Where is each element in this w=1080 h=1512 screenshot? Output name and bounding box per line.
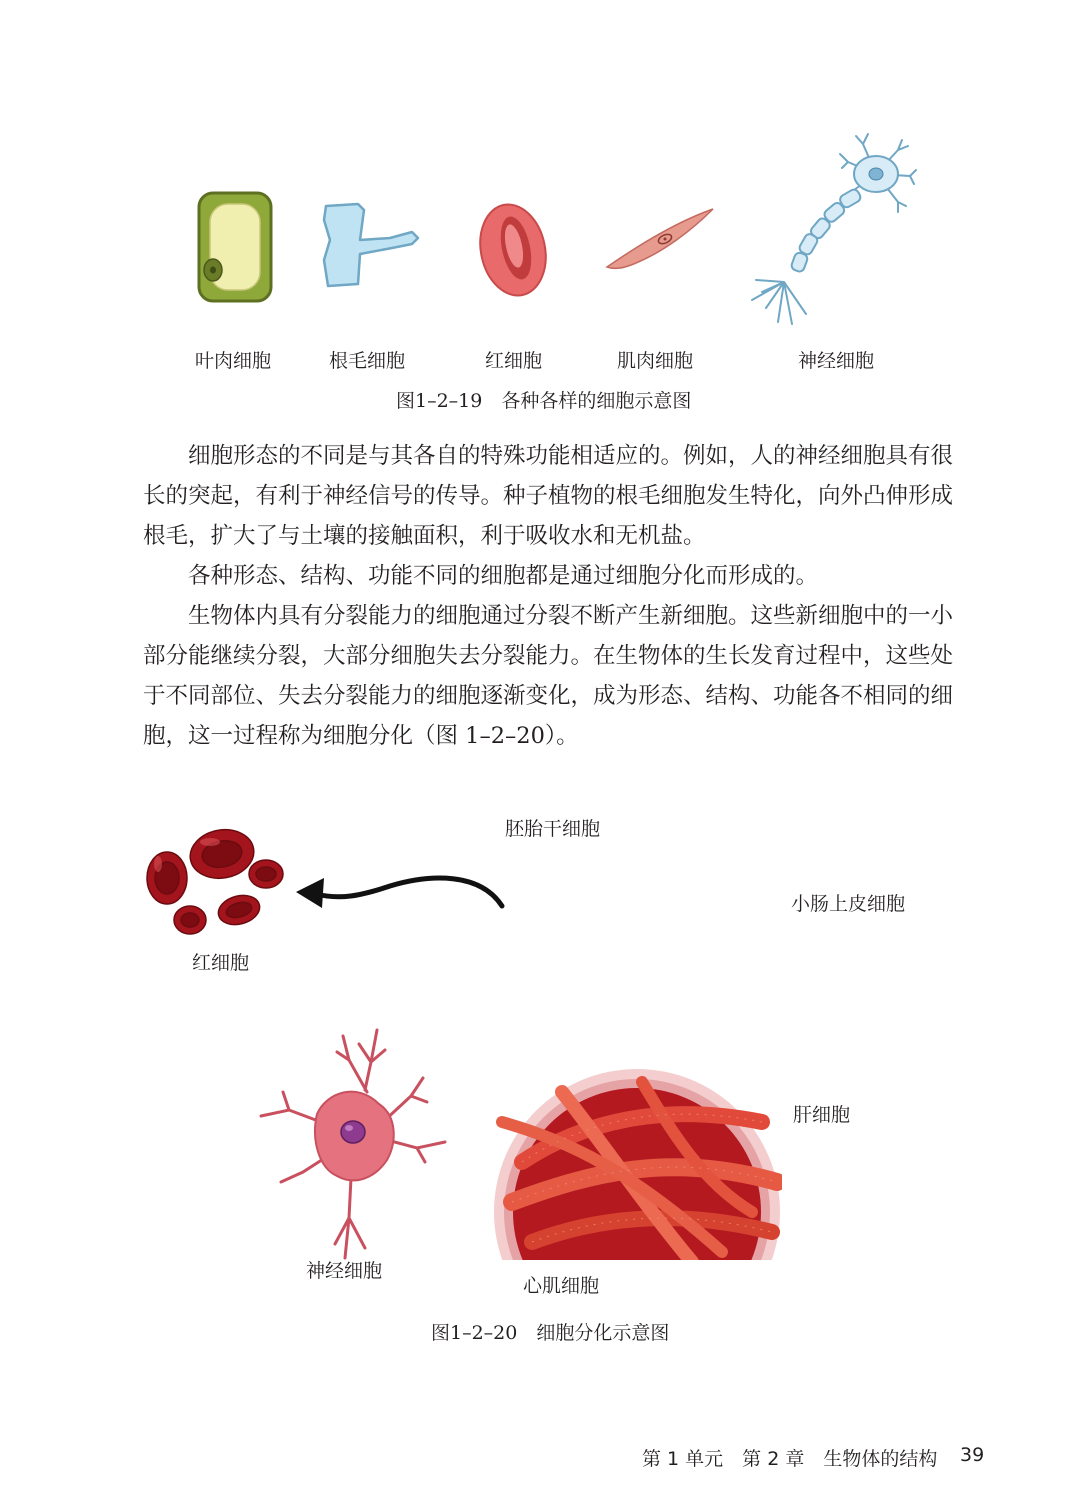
figure-caption: 图1–2–19 各种各样的细胞示意图 [396, 390, 692, 412]
label-liver-cell: 肝细胞 [793, 1104, 851, 1126]
label-red-blood-cell: 红细胞 [485, 350, 543, 372]
arrow-icon [290, 862, 510, 922]
label-mesophyll-cell: 叶肉细胞 [195, 350, 272, 372]
mesophyll-cell-icon [196, 190, 276, 305]
neuron-icon [748, 132, 918, 332]
cardiac-muscle-icon [492, 1062, 782, 1262]
nerve-cell-icon [247, 1022, 457, 1262]
paragraph: 细胞形态的不同是与其各自的特殊功能相适应的。例如，人的神经细胞具有很长的突起，有利于神经信号的传导。种子植物的根毛细胞发生特化，向外凸伸形成根毛，扩大了与土壤的接触面积，利于吸收水和无机盐。 [143, 443, 954, 549]
footer-chapter: 第 1 单元 第 2 章 生物体的结构 [642, 1448, 938, 1470]
page-number: 39 [960, 1444, 985, 1466]
paragraph: 生物体内具有分裂能力的细胞通过分裂不断产生新细胞。这些新细胞中的一小部分能继续分裂，大部分细胞失去分裂能力。在生物体的生长发育过程中，这些处于不同部位、失去分裂能力的细胞逐渐变化，成为形态、结构、功能各不相同的细胞，这一过程称为细胞分化（图 1–2–20）。 [143, 603, 954, 749]
root-hair-cell-icon [320, 200, 430, 295]
label-cardiac-muscle-cell: 心肌细胞 [523, 1275, 600, 1297]
label-intestinal-epithelial-cell: 小肠上皮细胞 [791, 893, 906, 915]
label-nerve-cell: 神经细胞 [798, 350, 875, 372]
figure-caption-20: 图1–2–20 细胞分化示意图 [431, 1322, 670, 1344]
paragraph: 各种形态、结构、功能不同的细胞都是通过细胞分化而形成的。 [188, 563, 819, 589]
label-muscle-cell: 肌肉细胞 [617, 350, 694, 372]
red-blood-cell-icon [476, 200, 550, 300]
label-nerve-cell-20: 神经细胞 [306, 1260, 383, 1282]
muscle-cell-icon [603, 203, 718, 273]
body-text [143, 436, 973, 756]
label-root-hair-cell: 根毛细胞 [329, 350, 406, 372]
label-embryonic-stem-cell: 胚胎干细胞 [505, 818, 601, 840]
red-blood-cells-icon [140, 828, 290, 938]
label-red-blood-cell-20: 红细胞 [192, 952, 250, 974]
